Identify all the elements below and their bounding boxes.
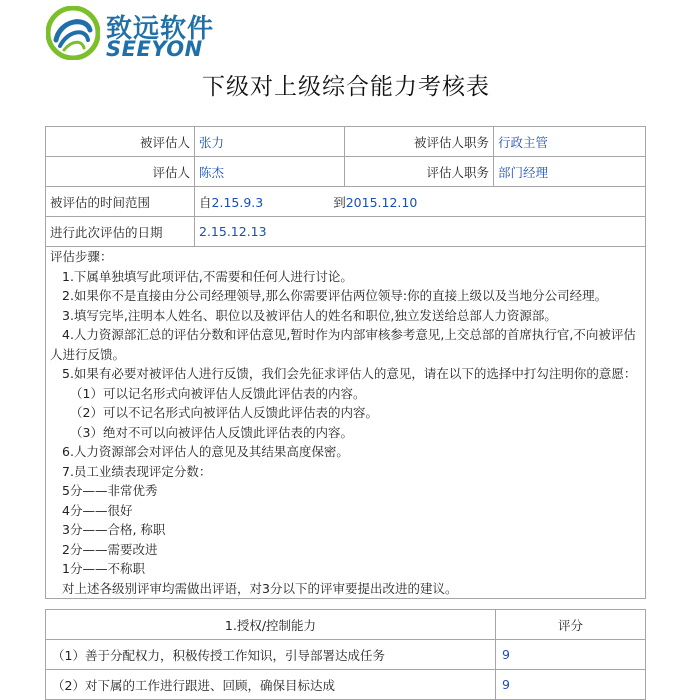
score-header-score: 评分: [496, 610, 646, 640]
evaluator-label: 评估人: [46, 157, 195, 187]
evaluatee-value[interactable]: 张力: [195, 127, 345, 157]
logo-cn-text: 致远软件: [106, 14, 215, 44]
date-row: [46, 217, 646, 247]
evaluation-form-table: [45, 126, 646, 599]
period-label: 被评估的时间范围: [46, 187, 195, 217]
score-table: [45, 609, 646, 700]
step-5: 5.如果有必要对被评估人进行反馈，我们会先征求评估人的意见，请在以下的选择中打勾注明你的意愿：: [62, 366, 637, 381]
step-6: 6.人力资源部会对评估人的意见及其结果高度保密。: [62, 444, 349, 459]
page-title: 下级对上级综合能力考核表: [202, 74, 490, 100]
date-label: 进行此次评估的日期: [46, 217, 195, 247]
period-from-value: 2.15.9.3: [211, 194, 264, 210]
score-level-1: 1分——不称职: [62, 561, 145, 576]
seeyon-logo: [46, 6, 226, 60]
evaluation-steps: [46, 247, 646, 599]
steps-row: [46, 247, 646, 599]
evaluatee-title-value[interactable]: 行政主管: [494, 127, 646, 157]
step-2: 2.如果你不是直接由分公司经理领导,那么你需要评估两位领导:你的直接上级以及当地分公司经理。: [62, 288, 608, 303]
score-header-row: [46, 610, 646, 640]
date-value[interactable]: 2.15.12.13: [195, 217, 646, 247]
logo-en-text: SEEYON: [106, 37, 203, 61]
period-field[interactable]: [195, 187, 646, 217]
evaluatee-row: [46, 127, 646, 157]
step-1: 1.下属单独填写此项评估,不需要和任何人进行讨论。: [62, 268, 353, 284]
step-5-option-3: （3）绝对不可以向被评估人反馈此评估表的内容。: [70, 424, 353, 440]
score-item: （2）对下属的工作进行跟进、回顾，确保目标达成: [46, 670, 496, 700]
step-3: 3.填写完毕,注明本人姓名、职位以及被评估人的姓名和职位,独立发送给总部人力资源部。: [62, 307, 557, 323]
score-level-2: 2分——需要改进: [62, 541, 158, 557]
score-value[interactable]: 9: [496, 670, 646, 700]
evaluator-title-value[interactable]: 部门经理: [494, 157, 646, 187]
evaluator-title-label: 评估人职务: [345, 157, 494, 187]
evaluatee-label: 被评估人: [46, 127, 195, 157]
score-row: [46, 670, 646, 700]
step-5-option-2: （2）可以不记名形式向被评估人反馈此评估表的内容。: [70, 405, 378, 420]
step-4: 4.人力资源部汇总的评估分数和评估意见,暂时作为内部审核参考意见,上交总部的首席执行官,不向被评估人进行反馈。: [50, 327, 636, 362]
period-to-value: 2015.12.10: [345, 194, 418, 210]
score-level-4: 4分——很好: [62, 502, 133, 518]
period-row: [46, 187, 646, 217]
score-item: （1）善于分配权力，积极传授工作知识，引导部署达成任务: [46, 640, 496, 670]
score-header-item: 1.授权/控制能力: [46, 610, 496, 640]
score-level-3: 3分——合格, 称职: [62, 522, 166, 537]
evaluator-row: [46, 157, 646, 187]
evaluator-value[interactable]: 陈杰: [195, 157, 345, 187]
steps-heading: 评估步骤：: [50, 249, 113, 264]
seeyon-swirl-icon: [46, 6, 100, 60]
steps-footnote: 对上述各级别评审均需做出评语，对3分以下的评审要提出改进的建议。: [62, 580, 458, 596]
step-7: 7.员工业绩表现评定分数：: [62, 463, 212, 479]
score-level-5: 5分——非常优秀: [62, 483, 158, 498]
period-from-prefix: 自: [199, 194, 212, 210]
period-to-prefix: 到: [333, 194, 346, 210]
score-row: [46, 640, 646, 670]
score-value[interactable]: 9: [496, 640, 646, 670]
step-5-option-1: （1）可以记名形式向被评估人反馈此评估表的内容。: [70, 385, 366, 401]
evaluatee-title-label: 被评估人职务: [345, 127, 494, 157]
